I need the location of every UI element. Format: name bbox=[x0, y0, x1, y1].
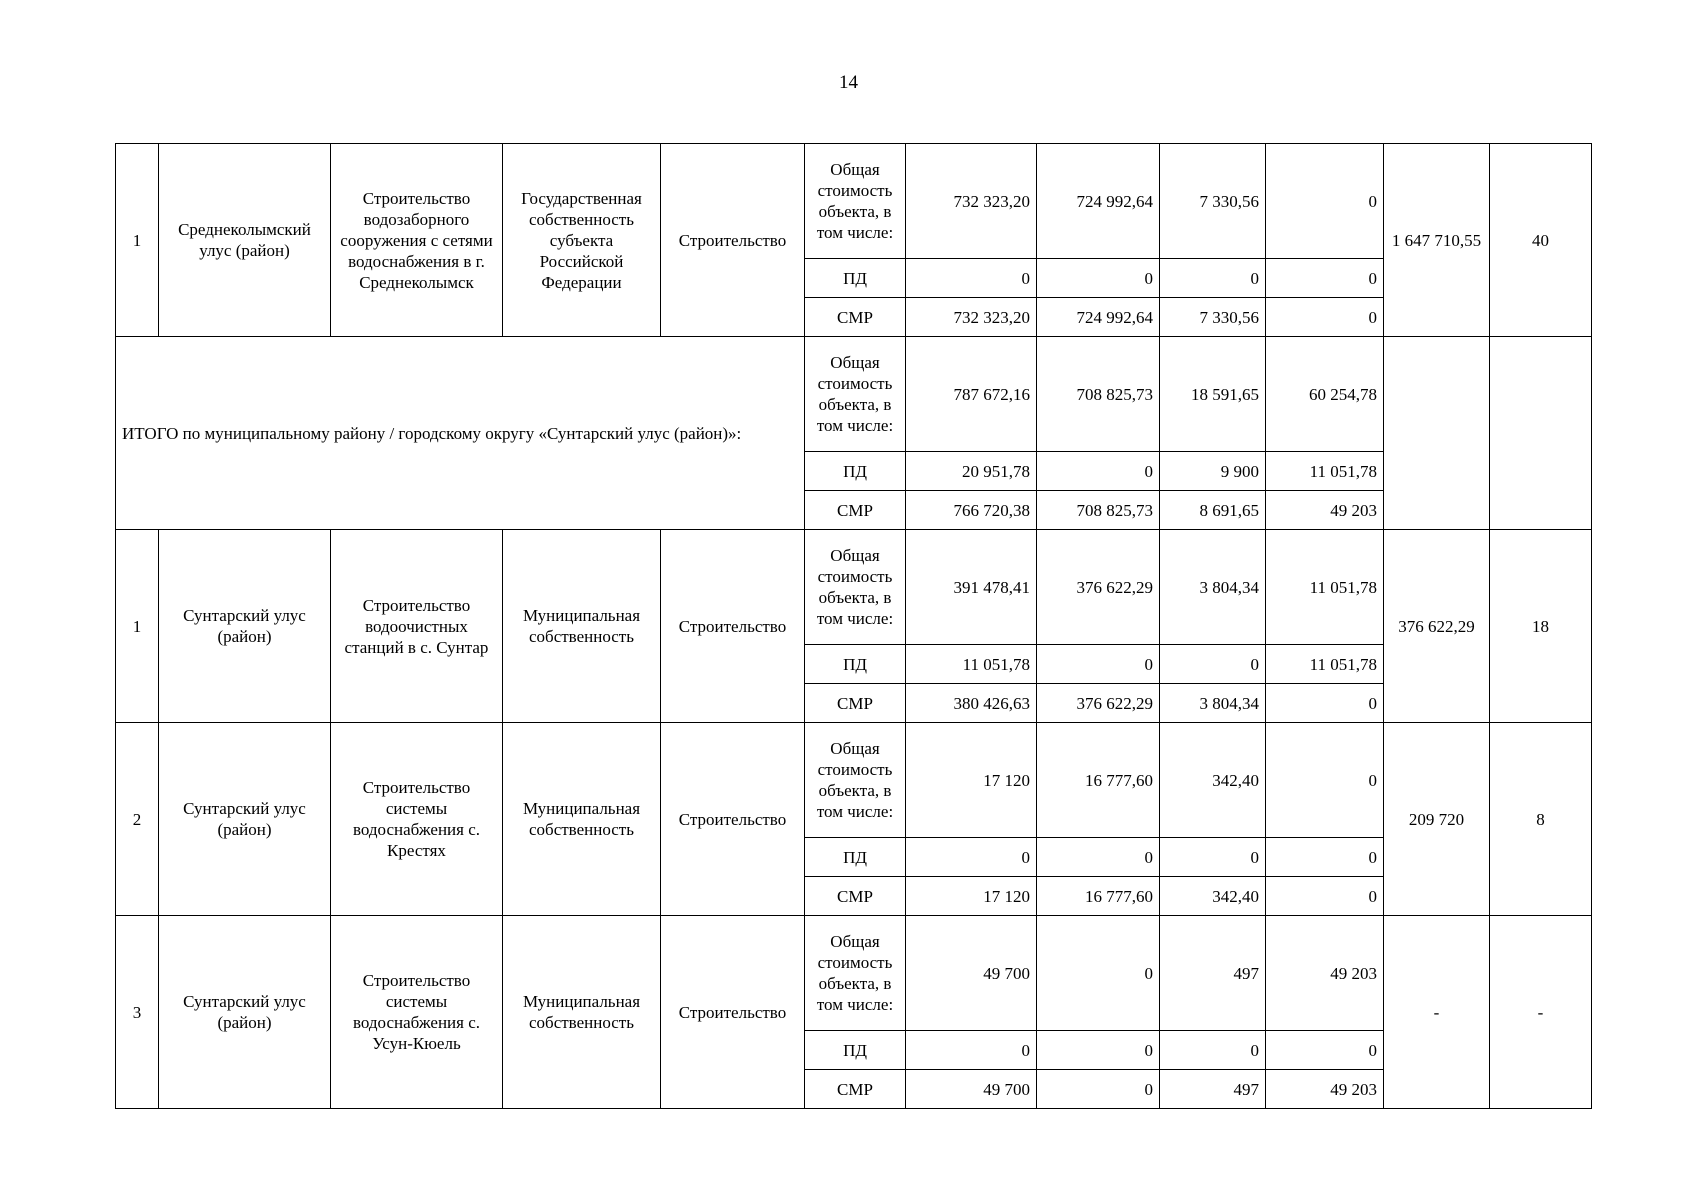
value-cell: 766 720,38 bbox=[906, 491, 1037, 530]
ownership-cell: Муниципальная собственность bbox=[503, 916, 661, 1109]
smr-label: СМР bbox=[805, 877, 906, 916]
value-cell: 49 700 bbox=[906, 916, 1037, 1031]
value-cell: 3 804,34 bbox=[1160, 684, 1266, 723]
value-cell: 0 bbox=[1266, 144, 1384, 259]
value-cell: 9 900 bbox=[1160, 452, 1266, 491]
table-row bbox=[116, 530, 1592, 645]
table-row bbox=[116, 144, 1592, 259]
capacity-cell bbox=[1384, 337, 1490, 530]
total-label: Общая стоимость объекта, в том числе: bbox=[805, 144, 906, 259]
row-number: 1 bbox=[116, 530, 159, 723]
total-label: Общая стоимость объекта, в том числе: bbox=[805, 723, 906, 838]
district-cell: Сунтарский улус (район) bbox=[159, 530, 331, 723]
row-number: 3 bbox=[116, 916, 159, 1109]
capacity-cell: 376 622,29 bbox=[1384, 530, 1490, 723]
total-label: Общая стоимость объекта, в том числе: bbox=[805, 337, 906, 452]
value-cell: 20 951,78 bbox=[906, 452, 1037, 491]
value-cell: 49 203 bbox=[1266, 491, 1384, 530]
row-number: 2 bbox=[116, 723, 159, 916]
value-cell: 11 051,78 bbox=[1266, 530, 1384, 645]
total-summary-label: ИТОГО по муниципальному району / городскому округу «Сунтарский улус (район)»: bbox=[116, 337, 805, 530]
object-cell: Строительство системы водоснабжения с. Крестях bbox=[331, 723, 503, 916]
district-cell: Среднеколымский улус (район) bbox=[159, 144, 331, 337]
object-cell: Строительство системы водоснабжения с. Усун-Кюель bbox=[331, 916, 503, 1109]
pd-label: ПД bbox=[805, 645, 906, 684]
ownership-cell: Муниципальная собственность bbox=[503, 530, 661, 723]
value-cell: 8 691,65 bbox=[1160, 491, 1266, 530]
capacity-cell: - bbox=[1384, 916, 1490, 1109]
value-cell: 16 777,60 bbox=[1037, 877, 1160, 916]
work-type-cell: Строительство bbox=[661, 530, 805, 723]
value-cell: 0 bbox=[1037, 259, 1160, 298]
value-cell: 0 bbox=[1266, 723, 1384, 838]
value-cell: 3 804,34 bbox=[1160, 530, 1266, 645]
row-number: 1 bbox=[116, 144, 159, 337]
value-cell: 380 426,63 bbox=[906, 684, 1037, 723]
value-cell: 0 bbox=[1266, 877, 1384, 916]
value-cell: 7 330,56 bbox=[1160, 144, 1266, 259]
object-cell: Строительство водоочистных станций в с. Сунтар bbox=[331, 530, 503, 723]
value-cell: 0 bbox=[1266, 298, 1384, 337]
value-cell: 724 992,64 bbox=[1037, 298, 1160, 337]
capacity-cell: 1 647 710,55 bbox=[1384, 144, 1490, 337]
district-cell: Сунтарский улус (район) bbox=[159, 723, 331, 916]
value-cell: 17 120 bbox=[906, 723, 1037, 838]
count-cell: 8 bbox=[1490, 723, 1592, 916]
work-type-cell: Строительство bbox=[661, 723, 805, 916]
value-cell: 342,40 bbox=[1160, 877, 1266, 916]
value-cell: 11 051,78 bbox=[1266, 645, 1384, 684]
value-cell: 497 bbox=[1160, 916, 1266, 1031]
ownership-cell: Муниципальная собственность bbox=[503, 723, 661, 916]
value-cell: 0 bbox=[1037, 916, 1160, 1031]
value-cell: 787 672,16 bbox=[906, 337, 1037, 452]
value-cell: 732 323,20 bbox=[906, 144, 1037, 259]
value-cell: 0 bbox=[1266, 684, 1384, 723]
value-cell: 0 bbox=[906, 1031, 1037, 1070]
value-cell: 391 478,41 bbox=[906, 530, 1037, 645]
value-cell: 376 622,29 bbox=[1037, 530, 1160, 645]
smr-label: СМР bbox=[805, 298, 906, 337]
value-cell: 0 bbox=[1037, 452, 1160, 491]
value-cell: 0 bbox=[906, 259, 1037, 298]
ownership-cell: Государственная собственность субъекта Российской Федерации bbox=[503, 144, 661, 337]
value-cell: 49 203 bbox=[1266, 1070, 1384, 1109]
value-cell: 49 700 bbox=[906, 1070, 1037, 1109]
count-cell: 18 bbox=[1490, 530, 1592, 723]
value-cell: 376 622,29 bbox=[1037, 684, 1160, 723]
value-cell: 0 bbox=[1266, 838, 1384, 877]
value-cell: 11 051,78 bbox=[1266, 452, 1384, 491]
smr-label: СМР bbox=[805, 1070, 906, 1109]
value-cell: 0 bbox=[1160, 1031, 1266, 1070]
value-cell: 0 bbox=[1037, 838, 1160, 877]
total-label: Общая стоимость объекта, в том числе: bbox=[805, 916, 906, 1031]
value-cell: 342,40 bbox=[1160, 723, 1266, 838]
value-cell: 0 bbox=[906, 838, 1037, 877]
pd-label: ПД bbox=[805, 838, 906, 877]
value-cell: 0 bbox=[1037, 645, 1160, 684]
value-cell: 16 777,60 bbox=[1037, 723, 1160, 838]
investment-table bbox=[115, 143, 1592, 1109]
value-cell: 708 825,73 bbox=[1037, 337, 1160, 452]
district-cell: Сунтарский улус (район) bbox=[159, 916, 331, 1109]
value-cell: 7 330,56 bbox=[1160, 298, 1266, 337]
value-cell: 0 bbox=[1037, 1070, 1160, 1109]
value-cell: 18 591,65 bbox=[1160, 337, 1266, 452]
value-cell: 0 bbox=[1160, 645, 1266, 684]
page-number: 14 bbox=[839, 72, 858, 93]
object-cell: Строительство водозаборного сооружения с сетями водоснабжения в г. Среднеколымск bbox=[331, 144, 503, 337]
smr-label: СМР bbox=[805, 684, 906, 723]
smr-label: СМР bbox=[805, 491, 906, 530]
total-label: Общая стоимость объекта, в том числе: bbox=[805, 530, 906, 645]
value-cell: 708 825,73 bbox=[1037, 491, 1160, 530]
work-type-cell: Строительство bbox=[661, 144, 805, 337]
value-cell: 732 323,20 bbox=[906, 298, 1037, 337]
value-cell: 17 120 bbox=[906, 877, 1037, 916]
count-cell: - bbox=[1490, 916, 1592, 1109]
table-row bbox=[116, 916, 1592, 1031]
value-cell: 724 992,64 bbox=[1037, 144, 1160, 259]
table-row bbox=[116, 337, 1592, 452]
value-cell: 0 bbox=[1160, 838, 1266, 877]
value-cell: 0 bbox=[1037, 1031, 1160, 1070]
value-cell: 0 bbox=[1266, 1031, 1384, 1070]
capacity-cell: 209 720 bbox=[1384, 723, 1490, 916]
pd-label: ПД bbox=[805, 452, 906, 491]
value-cell: 497 bbox=[1160, 1070, 1266, 1109]
work-type-cell: Строительство bbox=[661, 916, 805, 1109]
count-cell bbox=[1490, 337, 1592, 530]
value-cell: 49 203 bbox=[1266, 916, 1384, 1031]
value-cell: 0 bbox=[1266, 259, 1384, 298]
value-cell: 11 051,78 bbox=[906, 645, 1037, 684]
value-cell: 60 254,78 bbox=[1266, 337, 1384, 452]
pd-label: ПД bbox=[805, 1031, 906, 1070]
value-cell: 0 bbox=[1160, 259, 1266, 298]
count-cell: 40 bbox=[1490, 144, 1592, 337]
pd-label: ПД bbox=[805, 259, 906, 298]
table-row bbox=[116, 723, 1592, 838]
